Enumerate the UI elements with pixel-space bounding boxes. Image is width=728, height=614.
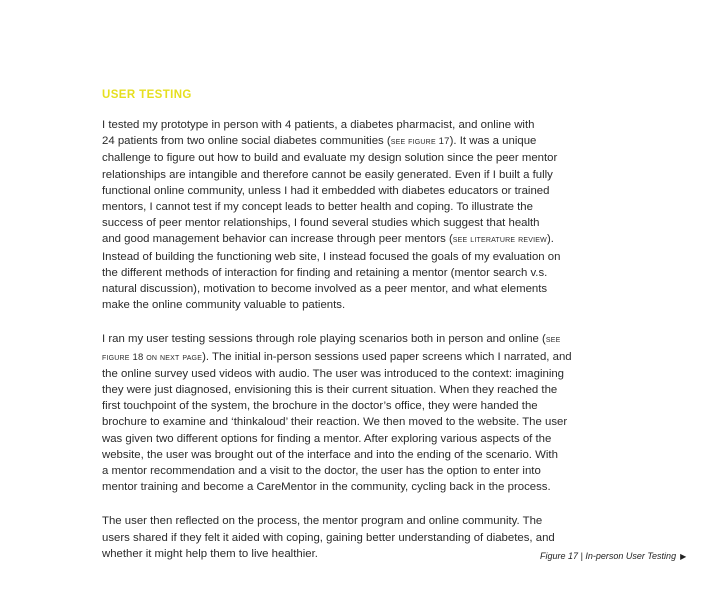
text-line — [102, 249, 572, 265]
text-line — [102, 431, 572, 447]
text-line — [102, 546, 572, 562]
text-line — [102, 167, 572, 183]
cross-reference: see literature review — [452, 234, 547, 246]
text-segment: whether it might help them to live healthier. — [102, 547, 318, 560]
paragraph — [102, 513, 572, 562]
cross-reference: see figure 17 — [390, 136, 450, 148]
text-segment: relationships are intangible and therefore cannot be easily generated. Even if I built a fully — [102, 168, 553, 181]
text-line — [102, 281, 572, 297]
text-segment: users shared if they felt it aided with coping, gaining better understanding of diabetes, and — [102, 531, 555, 544]
text-segment: 24 patients from two online social diabetes communities ( — [102, 135, 391, 148]
cross-reference: see — [545, 334, 561, 346]
text-line — [102, 297, 572, 313]
text-line — [102, 447, 572, 463]
text-line — [102, 117, 572, 133]
text-segment: The user then reflected on the process, the mentor program and online community. The — [102, 515, 543, 528]
text-line — [102, 463, 572, 479]
text-segment: success of peer mentor relationships, I found several studies which suggest that health — [102, 217, 540, 230]
text-segment: website, the user was brought out of the interface and into the ending of the scenario. With — [102, 448, 558, 461]
caption-text: Figure 17 | In-person User Testing — [540, 551, 677, 561]
text-segment: first touchpoint of the system, the brochure in the doctor’s office, they were handed the — [102, 400, 538, 413]
text-segment: mentors, I cannot test if my concept leads to better health and coping. To illustrate the — [102, 201, 533, 214]
text-segment: a mentor recommendation and a visit to the doctor, the user has the option to enter into — [102, 465, 541, 478]
text-line — [102, 349, 572, 366]
text-segment: and good management behavior can increase through peer mentors ( — [102, 233, 453, 246]
text-line — [102, 133, 572, 150]
text-segment: I tested my prototype in person with 4 patients, a diabetes pharmacist, and online with — [102, 119, 535, 131]
text-segment: the different methods of interaction for finding and retaining a mentor (mentor search v.s. — [102, 266, 548, 279]
text-segment: they were just diagnosed, envisioning this is their current situation. When they reached the — [102, 384, 558, 397]
text-segment: I ran my user testing sessions through role playing scenarios both in person and online ( — [102, 333, 546, 346]
cross-reference: figure 18 on next page — [102, 351, 203, 363]
text-segment: natural discussion), motivation to become involved as a peer mentor, and what elements — [102, 283, 548, 296]
text-segment: brochure to examine and ‘thinkaloud’ their reaction. We then moved to the website. The user — [102, 416, 568, 429]
paragraph — [102, 331, 572, 495]
text-segment: ). The initial in-person sessions used paper screens which I narrated, and — [202, 350, 572, 363]
text-line — [102, 366, 572, 382]
right-arrow-icon: ▶ — [680, 552, 687, 561]
text-segment: the online survey used videos with audio. The user was introduced to the context: imagining — [102, 367, 565, 380]
text-line — [102, 231, 572, 248]
text-segment: mentor training and become a CareMentor in the community, cycling back in the process. — [102, 481, 551, 494]
text-line — [102, 513, 572, 529]
text-line — [102, 215, 572, 231]
text-segment: was given two different options for finding a mentor. After exploring various aspects of the — [102, 432, 552, 445]
text-line — [102, 265, 572, 281]
text-line — [102, 382, 572, 398]
paragraph — [102, 117, 572, 313]
text-line — [102, 150, 572, 166]
section-heading: USER TESTING — [102, 89, 192, 101]
text-line — [102, 398, 572, 414]
text-segment: challenge to figure out how to build and evaluate my design solution since the peer mentor — [102, 152, 558, 165]
text-line — [102, 530, 572, 546]
text-segment: Instead of building the functioning web site, I instead focused the goals of my evaluation on — [102, 250, 561, 263]
text-line — [102, 331, 572, 348]
body-text — [102, 117, 572, 580]
text-segment: functional online community, unless I had it embedded with diabetes educators or trained — [102, 184, 550, 197]
text-segment: make the online community valuable to patients. — [102, 299, 346, 312]
text-line — [102, 199, 572, 215]
text-line — [102, 479, 572, 495]
figure-caption — [540, 550, 686, 563]
text-segment: ). — [546, 233, 554, 246]
text-line — [102, 183, 572, 199]
text-line — [102, 414, 572, 430]
text-segment: ). It was a unique — [449, 135, 537, 148]
